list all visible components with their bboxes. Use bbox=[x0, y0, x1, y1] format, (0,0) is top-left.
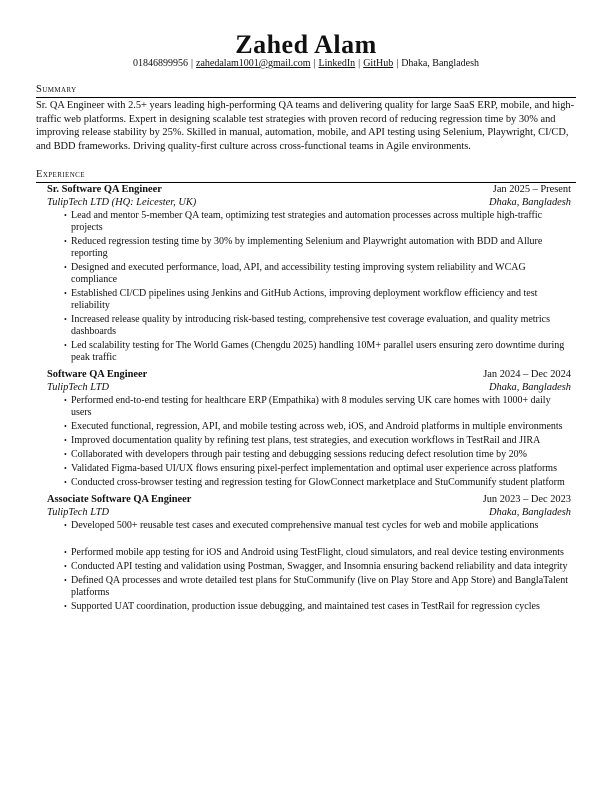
bullet-item: • Increased release quality by introducing risk-based testing, comprehensive test coverage evaluation, and quality metrics dashboards bbox=[71, 314, 571, 338]
bullet-item: • Designed and executed performance, load, API, and accessibility testing improving system reliability and WCAG compliance bbox=[71, 262, 571, 286]
job-bullets bbox=[47, 395, 571, 489]
bullet-item: • Led scalability testing for The World Games (Chengdu 2025) handling 10M+ parallel users ensuring zero downtime during peak traffic bbox=[71, 340, 571, 364]
job-location: Dhaka, Bangladesh bbox=[489, 196, 571, 208]
bullet-item: • Conducted cross-browser testing and regression testing for GlowConnect marketplace and StuCommunify student platform bbox=[71, 477, 571, 489]
bullet-item: • Performed end-to-end testing for healthcare ERP (Empathika) with 8 modules serving UK care homes with 1000+ daily users bbox=[71, 395, 571, 419]
location: Dhaka, Bangladesh bbox=[401, 58, 479, 69]
bullet-item: • Defined QA processes and wrote detailed test plans for StuCommunify (live on Play Store and App Store) and BanglaTalent platforms bbox=[71, 575, 571, 599]
job-bullets bbox=[47, 520, 571, 613]
experience-heading: Experience bbox=[36, 169, 576, 183]
phone: 01846899956 bbox=[133, 58, 189, 69]
bullet-item: • Conducted API testing and validation using Postman, Swagger, and Insomnia ensuring backend reliability and data integrity bbox=[71, 561, 571, 573]
job-entry bbox=[36, 368, 576, 489]
job-entry bbox=[36, 493, 576, 613]
bullet-item: • Improved documentation quality by refining test plans, test strategies, and execution workflows in TestRail and JIRA bbox=[71, 435, 571, 447]
github-link[interactable]: GitHub bbox=[363, 58, 394, 69]
job-title: Software QA Engineer bbox=[47, 368, 148, 380]
summary-heading: Summary bbox=[36, 84, 576, 98]
bullet-item: • Lead and mentor 5-member QA team, optimizing test strategies and automation processes across multiple high-traffic projects bbox=[71, 210, 571, 234]
bullet-item: • Performed mobile app testing for iOS and Android using TestFlight, cloud simulators, and real device testing environments bbox=[71, 547, 571, 559]
job-location: Dhaka, Bangladesh bbox=[489, 506, 571, 518]
job-company: TulipTech LTD bbox=[47, 506, 110, 518]
job-dates: Jan 2024 – Dec 2024 bbox=[483, 368, 571, 380]
job-company: TulipTech LTD bbox=[47, 381, 110, 393]
linkedin-link[interactable]: LinkedIn bbox=[318, 58, 356, 69]
bullet-item: • Reduced regression testing time by 30% by implementing Selenium and Playwright automation with BDD and Allure reporting bbox=[71, 236, 571, 260]
job-dates: Jun 2023 – Dec 2023 bbox=[482, 493, 571, 505]
bullet-item: • Validated Figma-based UI/UX flows ensuring pixel-perfect implementation and optimal user experience across platforms bbox=[71, 463, 571, 475]
bullet-item: • Collaborated with developers through pair testing and debugging sessions reducing defect resolution time by 20% bbox=[71, 449, 571, 461]
job-location: Dhaka, Bangladesh bbox=[489, 381, 571, 393]
separator: | bbox=[396, 58, 399, 69]
job-dates: Jan 2025 – Present bbox=[492, 183, 571, 195]
bullet-item: • Established CI/CD pipelines using Jenkins and GitHub Actions, improving deployment workflow efficiency and test reliability bbox=[71, 288, 571, 312]
bullet-item: • Developed 500+ reusable test cases and executed comprehensive manual test cycles for web and mobile applications bbox=[71, 520, 571, 532]
bullet-item: • Supported UAT coordination, production issue debugging, and maintained test cases in TestRail for regression cycles bbox=[71, 601, 571, 613]
job-bullets bbox=[47, 210, 571, 364]
job-company: TulipTech LTD (HQ: Leicester, UK) bbox=[47, 196, 197, 208]
bullet-item: • Executed functional, regression, API, and mobile testing across web, iOS, and Android platforms in multiple environments bbox=[71, 421, 571, 433]
resume-page bbox=[36, 30, 576, 615]
separator: | bbox=[191, 58, 194, 69]
job-title: Associate Software QA Engineer bbox=[47, 493, 192, 505]
separator: | bbox=[313, 58, 316, 69]
summary-text: Sr. QA Engineer with 2.5+ years leading high-performing QA teams and delivering quality for large SaaS ERP, mobile, and high-traffic web platforms. Expert in designing scalable test strategies with proven record of reducing regression time by 30% and improving release stability by 25%. Skilled in manual, automation, mobile, and API testing using Selenium, Playwright, CI/CD, and BDD frameworks. Driving quality-first culture across cross-functional teams in Agile environments. bbox=[36, 100, 575, 153]
email-link[interactable]: zahedalam1001@gmail.com bbox=[196, 58, 311, 69]
contact-line bbox=[36, 58, 576, 70]
candidate-name: Zahed Alam bbox=[235, 30, 377, 59]
job-entry bbox=[36, 183, 576, 364]
separator: | bbox=[358, 58, 361, 69]
job-title: Sr. Software QA Engineer bbox=[47, 183, 162, 195]
